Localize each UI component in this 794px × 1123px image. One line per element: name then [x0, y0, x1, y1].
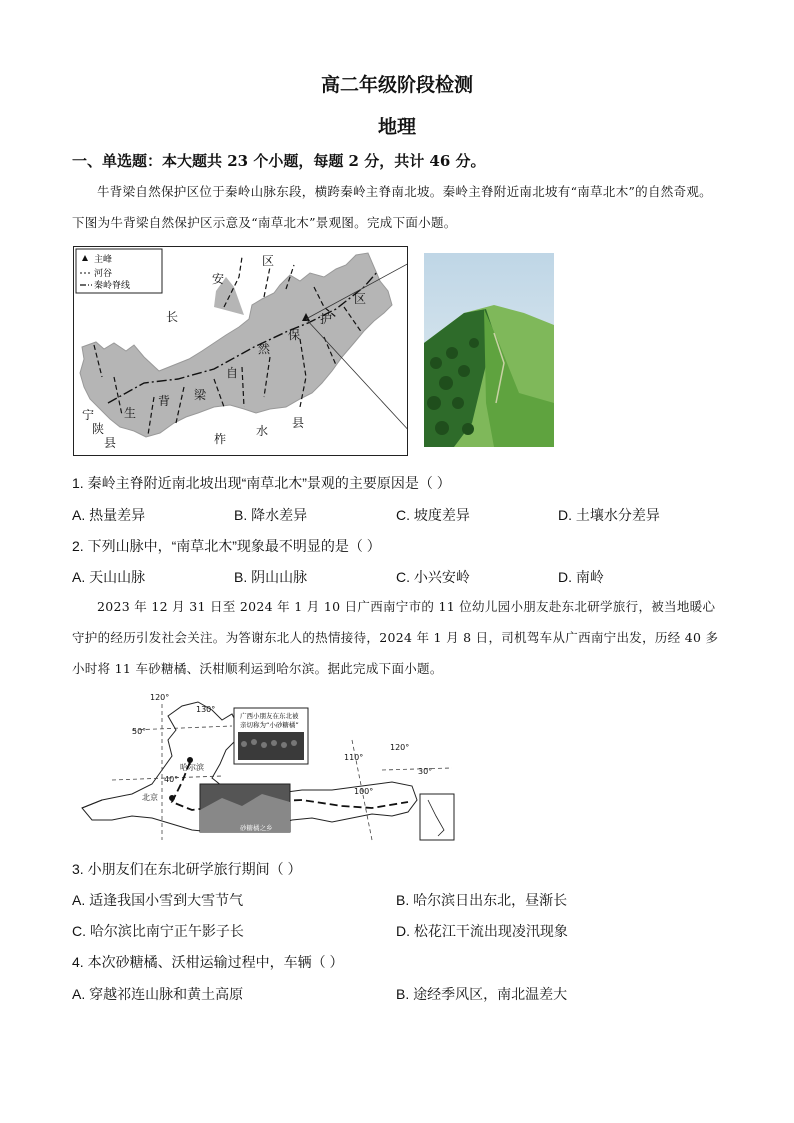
svg-text:110°: 110°: [344, 753, 364, 762]
q3-option-c[interactable]: C. 哈尔滨比南宁正午影子长: [72, 923, 244, 939]
svg-text:县: 县: [292, 416, 305, 430]
q3-option-d[interactable]: D. 松花江干流出现凌汛现象: [396, 923, 568, 939]
svg-text:40°: 40°: [164, 775, 179, 784]
svg-text:广西小朋友在东北被: 广西小朋友在东北被: [240, 712, 299, 720]
svg-text:然: 然: [258, 342, 271, 356]
svg-text:柞: 柞: [214, 432, 227, 446]
q2-option-b[interactable]: B. 阴山山脉: [234, 569, 308, 585]
svg-text:保: 保: [288, 328, 301, 342]
passage-1: 牛背梁自然保护区位于秦岭山脉东段，横跨秦岭主脊南北坡。秦岭主脊附近南北坡有“南草北木”的自然奇观。下图为牛背梁自然保护区示意及“南草北木”景观图。完成下面小题。: [72, 184, 712, 230]
question-4-stem: 4. 本次砂糖橘、沃柑运输过程中，车辆（ ）: [72, 954, 344, 970]
svg-text:哈尔滨: 哈尔滨: [180, 763, 204, 772]
svg-text:陕: 陕: [92, 422, 105, 436]
q1-option-a[interactable]: A. 热量差异: [72, 507, 146, 523]
q3-option-b[interactable]: B. 哈尔滨日出东北，昼渐长: [396, 892, 568, 908]
svg-text:水: 水: [256, 424, 269, 438]
svg-text:区: 区: [354, 292, 367, 306]
svg-text:120°: 120°: [150, 693, 170, 702]
svg-text:县: 县: [104, 436, 117, 450]
question-1-stem: 1. 秦岭主脊附近南北坡出现“南草北木”景观的主要原因是（ ）: [72, 475, 451, 491]
q2-option-a[interactable]: A. 天山山脉: [72, 569, 146, 585]
reserve-map: [73, 246, 408, 456]
svg-text:自: 自: [226, 366, 239, 380]
q1-option-d[interactable]: D. 土壤水分差异: [558, 507, 660, 523]
svg-text:北京: 北京: [142, 793, 158, 802]
landscape-photo: [424, 253, 554, 447]
q4-option-a[interactable]: A. 穿越祁连山脉和黄土高原: [72, 986, 244, 1002]
svg-text:亲切称为“小砂糖橘”: 亲切称为“小砂糖橘”: [240, 721, 299, 729]
question-3-stem: 3. 小朋友们在东北研学旅行期间（ ）: [72, 861, 302, 877]
q2-option-c[interactable]: C. 小兴安岭: [396, 569, 470, 585]
exam-title: 高二年级阶段检测: [320, 74, 473, 96]
svg-text:安: 安: [212, 272, 225, 286]
route-map: [72, 690, 462, 850]
q2-option-d[interactable]: D. 南岭: [558, 569, 604, 585]
svg-text:生: 生: [124, 406, 137, 420]
q1-option-c[interactable]: C. 坡度差异: [396, 507, 470, 523]
subject-title: 地理: [377, 116, 416, 138]
svg-text:梁: 梁: [194, 388, 207, 402]
legend-valley: 河谷: [94, 269, 113, 279]
svg-text:背: 背: [158, 394, 171, 408]
svg-text:100°: 100°: [354, 787, 374, 796]
passage-2: 2023 年 12 月 31 日至 2024 年 1 月 10 日广西南宁市的 11 位幼儿园小朋友赴东北研学旅行，被当地暖心守护的经历引发社会关注。为答谢东北人的热情接待，2024 年 1 月 8 日，司机驾车从广西南宁出发，历经 40 多小时将 11 车砂糖橘、沃柑顺利运到哈尔滨。据此完成下面小题。: [72, 599, 719, 676]
svg-text:护: 护: [320, 312, 333, 326]
svg-text:砂糖橘之乡: 砂糖橘之乡: [240, 824, 273, 832]
q4-option-b[interactable]: B. 途经季风区，南北温差大: [396, 986, 568, 1002]
question-2-stem: 2. 下列山脉中，“南草北木”现象最不明显的是（ ）: [72, 538, 381, 554]
legend-peak: 主峰: [94, 255, 113, 265]
svg-text:宁: 宁: [82, 408, 95, 422]
legend-ridge: 秦岭脊线: [94, 281, 131, 291]
q3-option-a[interactable]: A. 适逢我国小雪到大雪节气: [72, 892, 244, 908]
q1-option-b[interactable]: B. 降水差异: [234, 507, 308, 523]
svg-text:长: 长: [166, 310, 179, 324]
svg-text:130°: 130°: [196, 705, 216, 714]
svg-text:区: 区: [262, 254, 275, 268]
svg-text:30°: 30°: [418, 767, 433, 776]
svg-text:50°: 50°: [132, 727, 147, 736]
section-heading: 一、单选题：本大题共 23 个小题，每题 2 分，共计 46 分。: [72, 152, 486, 170]
svg-text:120°: 120°: [390, 743, 410, 752]
